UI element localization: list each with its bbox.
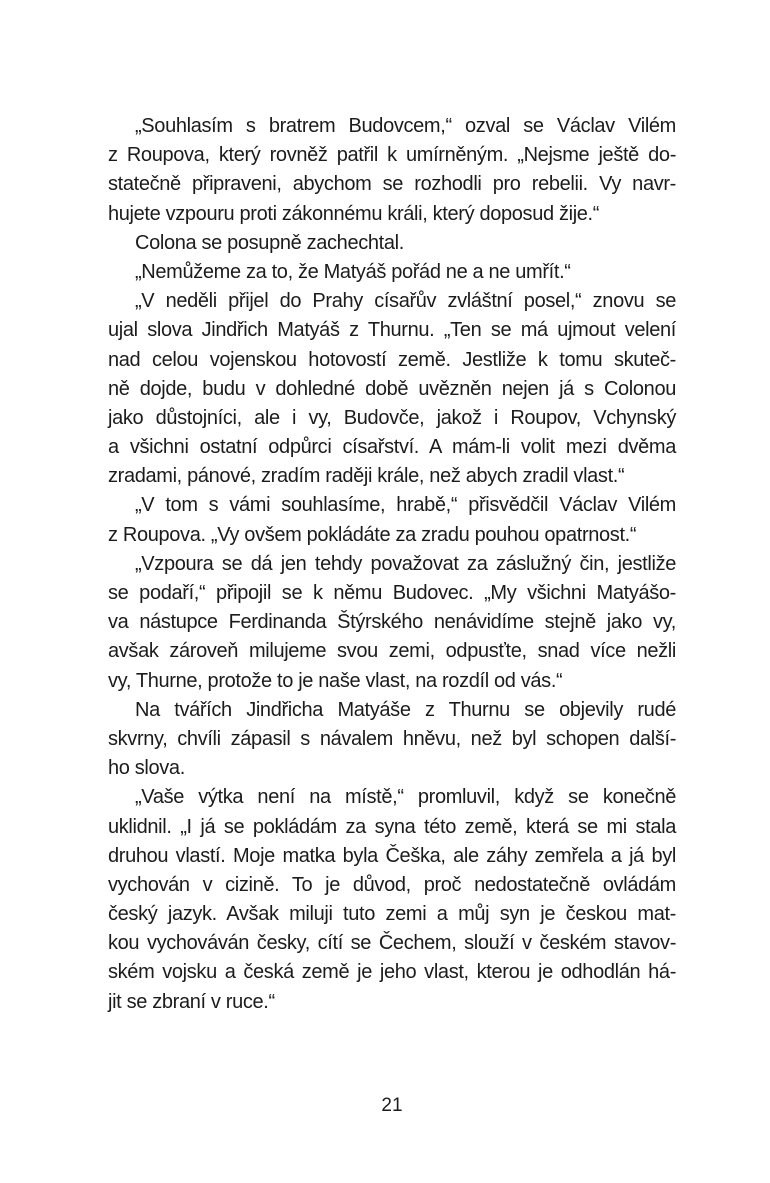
text-line: kou vychováván česky, cítí se Čechem, slouží v českém stavov- — [108, 932, 676, 955]
text-line: vychován v cizině. To je důvod, proč nedostatečně ovládám — [108, 873, 676, 896]
text-line: hujete vzpouru proti zákonnému králi, který doposud žije.“ — [108, 202, 600, 225]
paragraph — [108, 287, 676, 491]
text-line: ně dojde, budu v dohledné době uvězněn nejen já s Colonou — [108, 377, 676, 400]
text-block — [108, 112, 676, 1017]
text-line: jit se zbraní v ruce.“ — [108, 990, 275, 1013]
paragraph — [108, 229, 676, 258]
text-line: „Nemůžeme za to, že Matyáš pořád ne a ne umřít.“ — [135, 260, 571, 283]
text-line: a všichni ostatní odpůrci císařství. A mám-li volit mezi dvěma — [108, 436, 676, 459]
text-line: skvrny, chvíli zápasil s návalem hněvu, než byl schopen další- — [108, 727, 676, 750]
text-line: z Roupova. „Vy ovšem pokládáte za zradu pouhou opatrnost.“ — [108, 523, 637, 546]
text-line: ho slova. — [108, 757, 185, 780]
paragraph — [108, 112, 676, 229]
text-line: „Vzpoura se dá jen tehdy považovat za záslužný čin, jestliže — [135, 552, 676, 575]
text-line: avšak zároveň milujeme svou zemi, odpusťte, snad více nežli — [108, 640, 676, 663]
text-line: uklidnil. „I já se pokládám za syna této země, která se mi stala — [108, 815, 676, 838]
text-line: va nástupce Ferdinanda Štýrského nenávidíme stejně jako vy, — [108, 611, 676, 634]
text-line: z Roupova, který rovněž patřil k umírněným. „Nejsme ještě do- — [108, 144, 676, 167]
text-line: se podaří,“ připojil se k němu Budovec. „My všichni Matyášo- — [108, 582, 676, 604]
text-line: český jazyk. Avšak miluji tuto zemi a můj syn je českou mat- — [108, 903, 676, 926]
text-line: „V neděli přijel do Prahy císařův zvláštní posel,“ znovu se — [135, 290, 676, 313]
paragraph — [108, 258, 676, 287]
text-line: „V tom s vámi souhlasíme, hrabě,“ přisvědčil Václav Vilém — [135, 494, 676, 517]
text-line: ském vojsku a česká země je jeho vlast, kterou je odhodlán há- — [108, 961, 676, 984]
paragraph — [108, 783, 676, 1017]
text-line: druhou vlastí. Moje matka byla Češka, ale záhy zemřela a já byl — [108, 844, 676, 867]
text-line: ujal slova Jindřich Matyáš z Thurnu. „Ten se má ujmout velení — [108, 319, 676, 342]
text-line: zradami, pánové, zradím raději krále, než abych zradil vlast.“ — [108, 465, 625, 488]
paragraph — [108, 696, 676, 784]
text-line: „Souhlasím s bratrem Budovcem,“ ozval se Václav Vilém — [135, 115, 676, 137]
text-line: nad celou vojenskou hotovostí země. Jestliže k tomu skuteč- — [108, 348, 676, 371]
page-number: 21 — [381, 1095, 403, 1116]
text-line: Colona se posupně zachechtal. — [135, 231, 404, 254]
text-line: vy, Thurne, protože to je naše vlast, na rozdíl od vás.“ — [108, 669, 563, 692]
text-line: „Vaše výtka není na místě,“ promluvil, když se konečně — [135, 786, 676, 809]
text-line: Na tvářích Jindřicha Matyáše z Thurnu se objevily rudé — [135, 698, 676, 721]
paragraph — [108, 550, 676, 696]
text-line: statečně připraveni, abychom se rozhodli pro rebelii. Vy navr- — [108, 173, 676, 196]
paragraph — [108, 491, 676, 549]
text-line: jako důstojníci, ale i vy, Budovče, jakož i Roupov, Vchynský — [108, 406, 676, 429]
